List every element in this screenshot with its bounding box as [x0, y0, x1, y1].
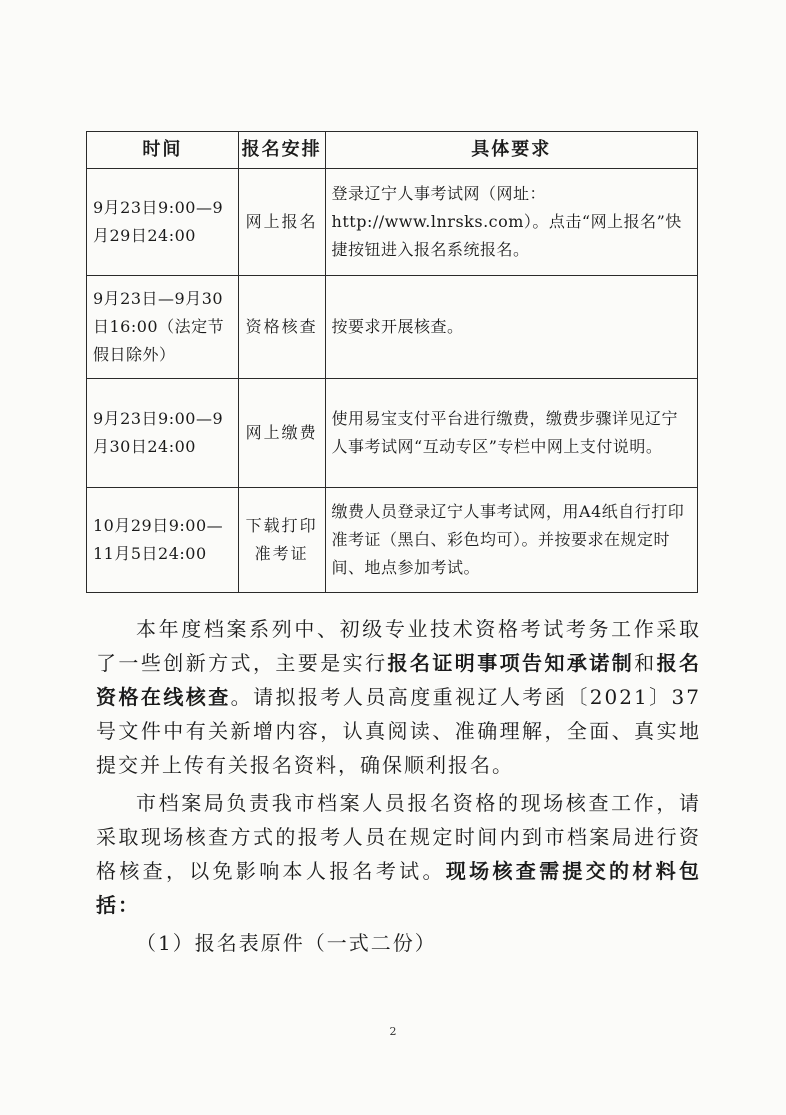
paragraph-text: 和 — [634, 651, 657, 675]
cell-requirement: 按要求开展核查。 — [325, 276, 697, 379]
cell-requirement: 登录辽宁人事考试网（网址：http://www.lnrsks.com）。点击“网上报名”快捷按钮进入报名系统报名。 — [325, 169, 697, 276]
body-text — [96, 612, 701, 960]
bold-online-verification: 报名资格在线核查 — [96, 651, 702, 709]
cell-requirement: 缴费人员登录辽宁人事考试网，用A4纸自行打印准考证（黑白、彩色均可）。并按要求在规定时间、地点参加考试。 — [325, 488, 697, 593]
header-time: 时间 — [87, 132, 239, 169]
page-number: 2 — [389, 1025, 397, 1038]
table-row — [87, 276, 698, 379]
cell-time: 9月23日9:00—9月30日24:00 — [87, 379, 239, 488]
paragraph-text: 市档案局负责我市档案人员报名资格的现场核查工作，请采取现场核查方式的报考人员在规定时间内到市档案局进行资格核查，以免影响本人报名考试。 — [96, 791, 701, 883]
paragraph-text: 。请拟报考人员高度重视辽人考函〔2021〕37号文件中有关新增内容，认真阅读、准确理解，全面、真实地提交并上传有关报名资料，确保顺利报名。 — [96, 685, 701, 777]
cell-step: 网上缴费 — [238, 379, 325, 488]
cell-requirement: 使用易宝支付平台进行缴费，缴费步骤详见辽宁人事考试网“互动专区”专栏中网上支付说明。 — [325, 379, 697, 488]
header-arrangement: 报名安排 — [238, 132, 325, 169]
table-header-row — [87, 132, 698, 169]
registration-schedule-table — [86, 131, 698, 593]
cell-time: 9月23日—9月30日16:00（法定节假日除外） — [87, 276, 239, 379]
paragraph-item-1: （1）报名表原件（一式二份） — [136, 931, 437, 955]
table-row — [87, 488, 698, 593]
paragraph-innovation — [96, 612, 701, 782]
table-row — [87, 379, 698, 488]
bold-materials-required: 现场核查需提交的材料包括： — [96, 859, 702, 917]
paragraph-onsite-check — [96, 786, 701, 922]
cell-step: 下载打印准考证 — [238, 488, 325, 593]
table-row — [87, 169, 698, 276]
cell-time: 10月29日9:00—11月5日24:00 — [87, 488, 239, 593]
paragraph-text: 本年度档案系列中、初级专业技术资格考试考务工作采取了一些创新方式，主要是实行 — [96, 617, 701, 675]
cell-time: 9月23日9:00—9月29日24:00 — [87, 169, 239, 276]
header-requirements: 具体要求 — [325, 132, 697, 169]
cell-step: 资格核查 — [238, 276, 325, 379]
cell-step: 网上报名 — [238, 169, 325, 276]
bold-commitment-system: 报名证明事项告知承诺制 — [387, 651, 635, 675]
